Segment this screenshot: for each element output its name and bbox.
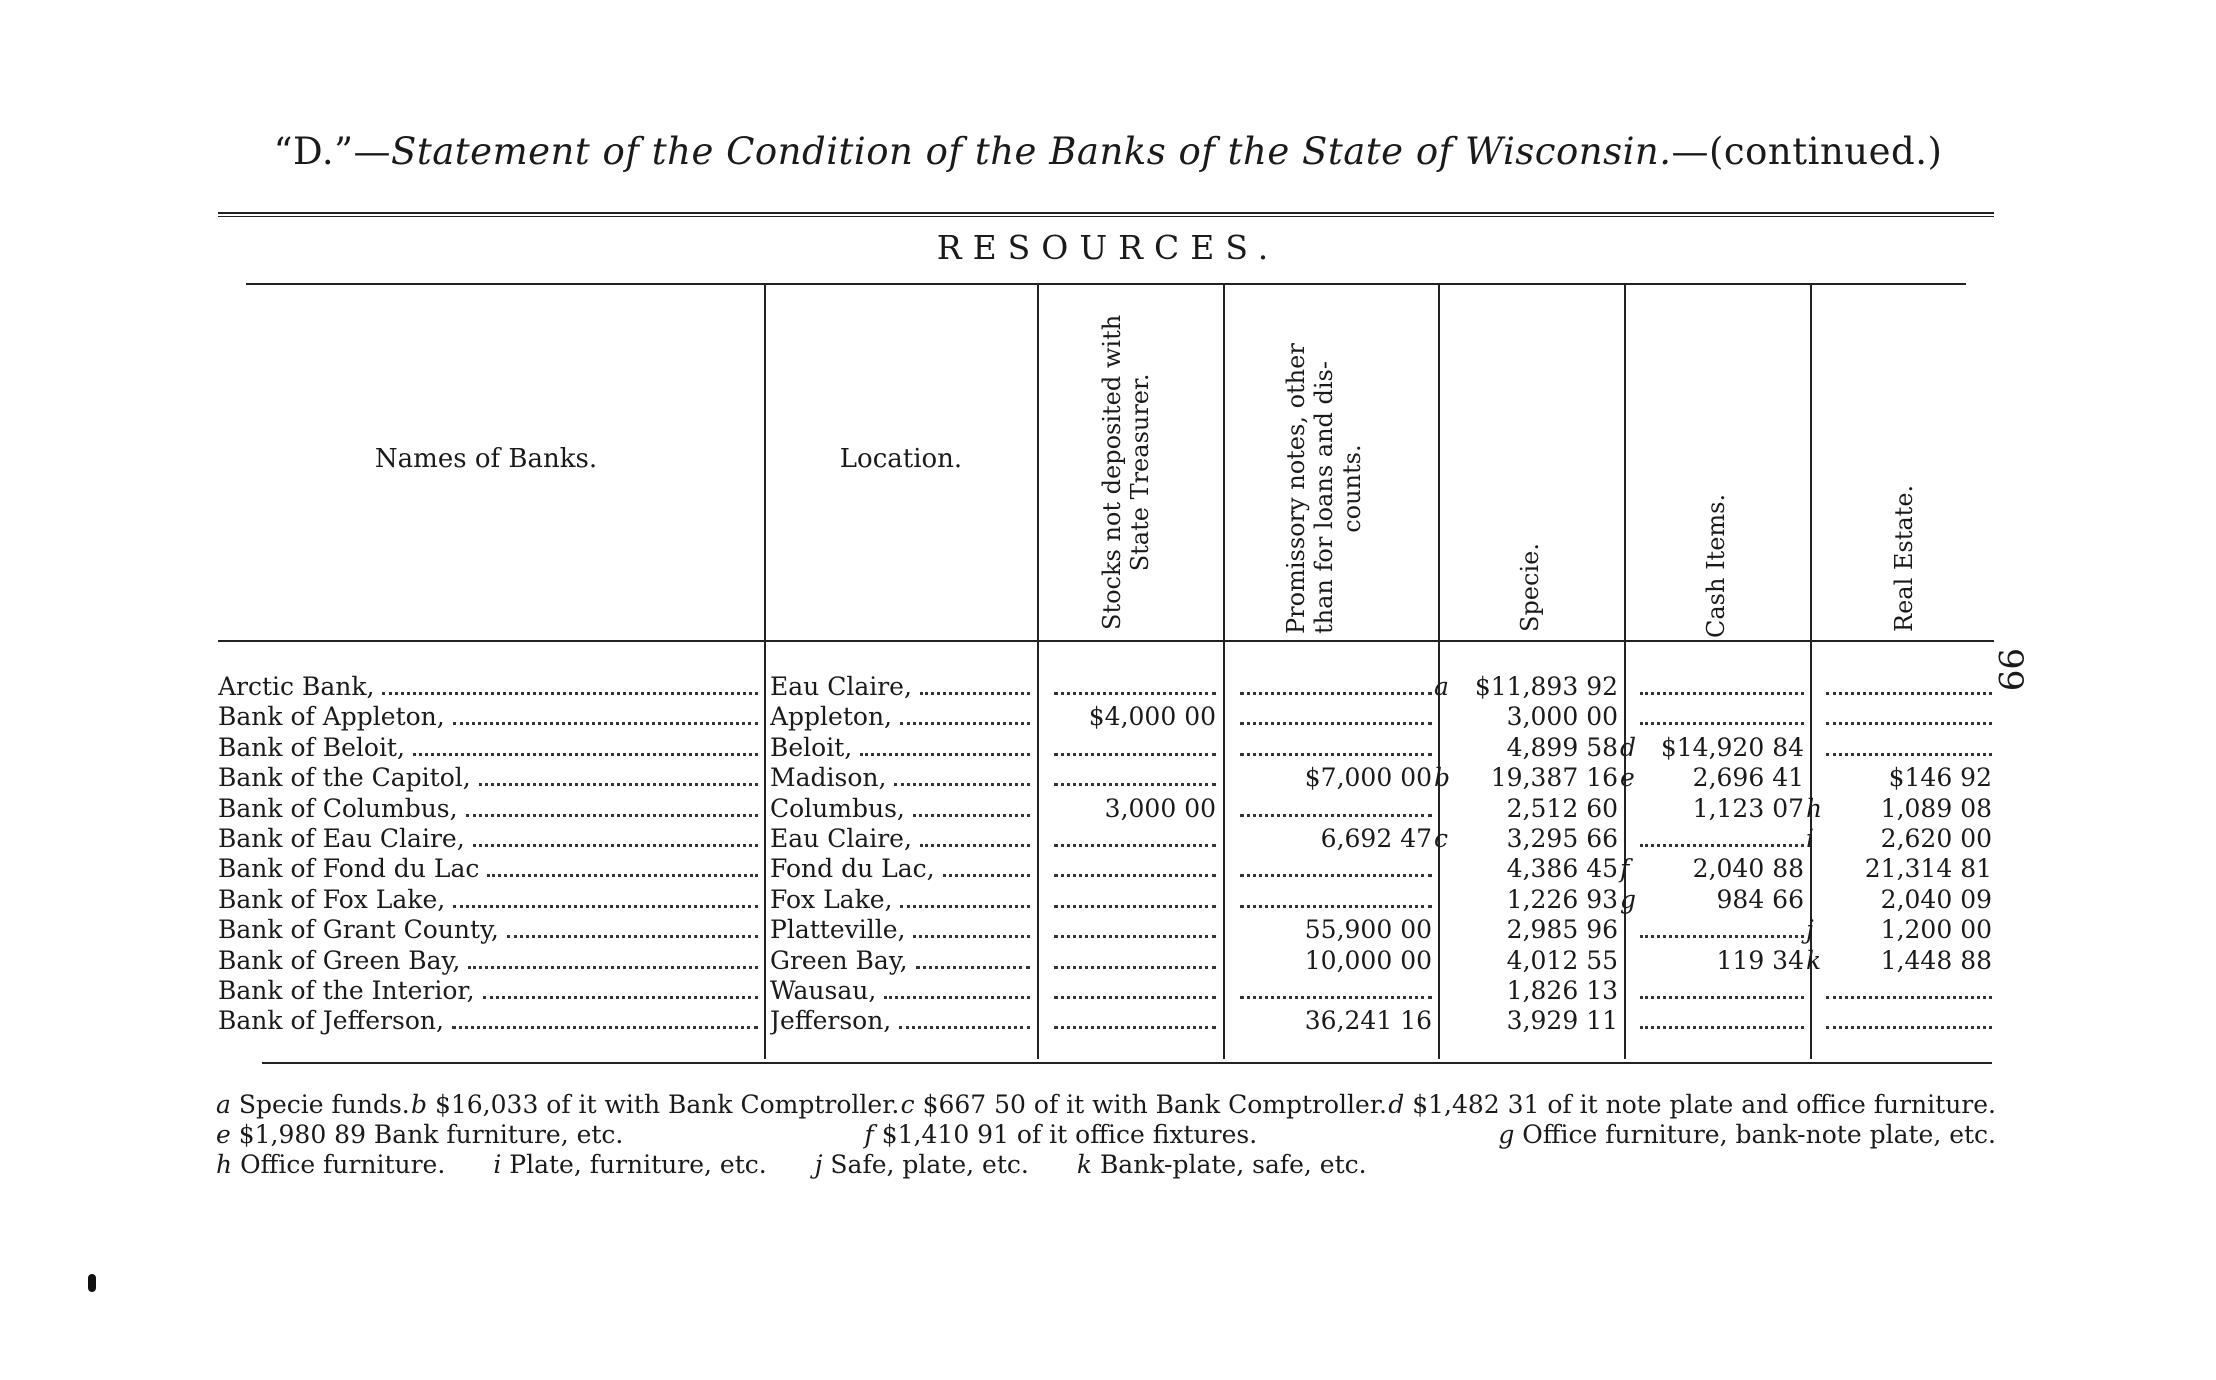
cash-value-footnote-mark: f	[1620, 854, 1630, 884]
cash-value: 1,123 07	[1692, 793, 1804, 823]
bank-name-leader	[487, 874, 758, 877]
specie-value: 4,386 45	[1506, 854, 1618, 884]
bank-location-leader	[900, 722, 1030, 725]
specie-value: 4,012 55	[1506, 945, 1618, 975]
bank-location: Eau Claire,	[770, 672, 912, 701]
bank-location-leader	[920, 692, 1030, 695]
cash-value: 984 66	[1716, 884, 1804, 914]
specie-value: 4,899 58	[1506, 732, 1618, 762]
title-suffix: —(continued.)	[1671, 130, 1943, 173]
footnote-c-text: $667 50 of it with Bank Comptroller.	[922, 1090, 1387, 1119]
table-row	[0, 824, 2216, 854]
real-estate-value: 1,200 00	[1880, 915, 1992, 945]
header-notes-line: counts.	[1338, 444, 1366, 533]
bank-name: Bank of Grant County,	[218, 915, 499, 945]
cash-value-footnote-mark: g	[1620, 884, 1637, 914]
table-row	[0, 672, 2216, 702]
bank-name: Bank of Fox Lake,	[218, 884, 446, 914]
notes-value-empty-leader	[1240, 722, 1432, 725]
footnote-b: b $16,033 of it with Bank Comptroller.	[411, 1090, 900, 1119]
footnote-j-text: Safe, plate, etc.	[830, 1150, 1029, 1179]
bank-name: Bank of the Interior,	[218, 976, 475, 1005]
bank-location-leader	[860, 753, 1030, 756]
bank-name: Bank of Jefferson,	[218, 1006, 444, 1036]
bank-location: Wausau,	[770, 976, 877, 1005]
real-estate-value: 1,448 88	[1880, 945, 1992, 975]
footnote-line-1	[216, 1090, 1996, 1120]
bank-location: Madison,	[770, 763, 887, 793]
title-prefix: “D.”—	[273, 130, 392, 173]
bank-location-leader	[913, 814, 1030, 817]
real-estate-value-footnote-mark: j	[1806, 915, 1814, 945]
title-rule	[218, 212, 1994, 214]
bank-name-leader	[507, 935, 758, 938]
header-notes	[1282, 343, 1366, 634]
bank-name-leader	[479, 783, 758, 786]
table-bottom-rule	[262, 1062, 1992, 1064]
footnote-k-text: Bank-plate, safe, etc.	[1099, 1150, 1367, 1179]
cash-value-empty-leader	[1640, 844, 1804, 847]
bank-name: Bank of Appleton,	[218, 702, 445, 732]
bank-name: Bank of Green Bay,	[218, 945, 461, 975]
notes-value-empty-leader	[1240, 692, 1432, 695]
notes-value-empty-leader	[1240, 814, 1432, 817]
notes-value: $7,000 00	[1304, 763, 1432, 793]
footnote-h-text: Office furniture.	[240, 1150, 446, 1179]
cash-value: $14,920 84	[1660, 732, 1804, 762]
footnote-g: g Office furniture, bank-note plate, etc.	[1498, 1120, 1996, 1149]
bank-location-leader	[900, 905, 1030, 908]
footnote-line-3	[216, 1150, 1996, 1180]
notes-value: 6,692 47	[1320, 824, 1432, 853]
bank-location: Platteville,	[770, 915, 906, 945]
real-estate-value-footnote-mark: k	[1806, 945, 1822, 975]
footnote-f-text: $1,410 91 of it office fixtures.	[881, 1120, 1258, 1149]
bank-name: Bank of Fond du Lac	[218, 854, 480, 884]
page-number: 99	[1990, 648, 2030, 692]
cash-value-empty-leader	[1640, 722, 1804, 725]
real-estate-value: $146 92	[1888, 763, 1992, 793]
bank-name-leader	[413, 753, 758, 756]
cash-value: 119 34	[1716, 945, 1804, 975]
bank-name: Bank of the Capitol,	[218, 763, 471, 793]
header-bottom-rule	[218, 640, 1994, 642]
cash-value-footnote-mark: d	[1620, 732, 1637, 762]
bank-name: Arctic Bank,	[218, 672, 375, 701]
bank-name-leader	[468, 966, 758, 969]
table-row	[0, 1006, 2216, 1036]
bank-name-leader	[382, 692, 758, 695]
bank-location: Columbus,	[770, 793, 905, 823]
header-stocks	[1098, 315, 1154, 630]
bank-name-leader	[453, 905, 758, 908]
footnote-a-text: Specie funds.	[238, 1090, 410, 1119]
bank-location: Fond du Lac,	[770, 854, 935, 884]
footnote-h: h Office furniture.	[216, 1150, 446, 1179]
notes-value: 55,900 00	[1304, 915, 1432, 945]
header-stocks-line: State Treasurer.	[1126, 373, 1154, 572]
header-cash: Cash Items.	[1702, 493, 1730, 638]
specie-value: 3,295 66	[1506, 824, 1618, 853]
cash-value-empty-leader	[1640, 692, 1804, 695]
bank-name: Bank of Columbus,	[218, 793, 458, 823]
real-estate-value: 2,040 09	[1880, 884, 1992, 914]
real-estate-value-empty-leader	[1826, 722, 1992, 725]
bank-location-leader	[920, 844, 1030, 847]
notes-value-empty-leader	[1240, 874, 1432, 877]
bank-name-leader	[483, 996, 758, 999]
bank-location-leader	[916, 966, 1030, 969]
cash-value: 2,696 41	[1692, 763, 1804, 793]
specie-value-footnote-mark: c	[1434, 824, 1449, 853]
header-notes-line: than for loans and dis-	[1310, 361, 1338, 634]
real-estate-value: 21,314 81	[1864, 854, 1992, 884]
table-row	[0, 794, 2216, 824]
notes-value-empty-leader	[1240, 996, 1432, 999]
stocks-value-empty-leader	[1054, 692, 1216, 695]
footnote-i: i Plate, furniture, etc.	[493, 1150, 767, 1179]
footnote-d: d $1,482 31 of it note plate and office furniture.	[1388, 1090, 1996, 1119]
header-real-estate: Real Estate.	[1890, 484, 1918, 632]
notes-value: 10,000 00	[1304, 945, 1432, 975]
real-estate-value-footnote-mark: h	[1806, 793, 1823, 823]
footnote-line-2	[216, 1120, 1996, 1150]
bank-location-leader	[884, 996, 1030, 999]
stocks-value-empty-leader	[1054, 783, 1216, 786]
footnote-e-text: $1,980 89 Bank furniture, etc.	[238, 1120, 624, 1149]
table-row	[0, 702, 2216, 732]
bank-name-leader	[473, 844, 758, 847]
table-row	[0, 946, 2216, 976]
footnotes	[216, 1090, 1996, 1180]
notes-value-empty-leader	[1240, 905, 1432, 908]
header-notes-line: Promissory notes, other	[1282, 343, 1310, 634]
specie-value-footnote-mark: b	[1434, 763, 1451, 793]
stocks-value-empty-leader	[1054, 966, 1216, 969]
notes-value-empty-leader	[1240, 753, 1432, 756]
cash-value-empty-leader	[1640, 1026, 1804, 1029]
stocks-value-empty-leader	[1054, 905, 1216, 908]
table-row	[0, 854, 2216, 884]
section-heading: RESOURCES.	[936, 228, 1280, 267]
bank-location-leader	[894, 783, 1030, 786]
specie-value: 2,512 60	[1506, 793, 1618, 823]
bank-name: Bank of Beloit,	[218, 732, 405, 762]
specie-value: 2,985 96	[1506, 915, 1618, 945]
title-italic: Statement of the Condition of the Banks of the State of Wisconsin.	[391, 130, 1672, 173]
header-location: Location.	[839, 444, 963, 474]
header-names: Names of Banks.	[374, 444, 598, 474]
bank-name-leader	[452, 1026, 758, 1029]
real-estate-value-empty-leader	[1826, 1026, 1992, 1029]
specie-value: 3,000 00	[1506, 702, 1618, 732]
table-row	[0, 733, 2216, 763]
table-row	[0, 763, 2216, 793]
footnote-b-text: $16,033 of it with Bank Comptroller.	[434, 1090, 900, 1119]
specie-value: 3,929 11	[1506, 1006, 1618, 1036]
table-row	[0, 976, 2216, 1006]
real-estate-value-empty-leader	[1826, 753, 1992, 756]
footnote-g-text: Office furniture, bank-note plate, etc.	[1522, 1120, 1996, 1149]
stocks-value: $4,000 00	[1088, 702, 1216, 732]
stocks-value-empty-leader	[1054, 935, 1216, 938]
bank-location: Jefferson,	[770, 1006, 892, 1036]
bank-location: Fox Lake,	[770, 884, 893, 914]
footnote-a: a Specie funds.	[216, 1090, 410, 1119]
footnote-c: c $667 50 of it with Bank Comptroller.	[900, 1090, 1387, 1119]
real-estate-value: 2,620 00	[1880, 824, 1992, 853]
footnote-f: f $1,410 91 of it office fixtures.	[864, 1120, 1258, 1149]
stocks-value-empty-leader	[1054, 844, 1216, 847]
header-stocks-line: Stocks not deposited with	[1098, 314, 1126, 630]
real-estate-value: 1,089 08	[1880, 793, 1992, 823]
footnote-k: k Bank-plate, safe, etc.	[1076, 1150, 1367, 1179]
header-top-rule	[246, 283, 1966, 285]
specie-value: $11,893 92	[1474, 672, 1618, 701]
specie-value-footnote-mark: a	[1434, 672, 1449, 701]
real-estate-value-empty-leader	[1826, 692, 1992, 695]
bank-name-leader	[466, 814, 758, 817]
real-estate-value-empty-leader	[1826, 996, 1992, 999]
title-rule-thin	[218, 216, 1994, 217]
bank-location: Appleton,	[770, 702, 892, 732]
footnote-d-text: $1,482 31 of it note plate and office furniture.	[1412, 1090, 1996, 1119]
stocks-value-empty-leader	[1054, 996, 1216, 999]
bank-name: Bank of Eau Claire,	[218, 824, 465, 853]
cash-value: 2,040 88	[1692, 854, 1804, 884]
header-specie: Specie.	[1516, 543, 1544, 632]
bank-location: Eau Claire,	[770, 824, 912, 853]
bank-location: Green Bay,	[770, 945, 908, 975]
ink-mark	[88, 1274, 96, 1292]
bank-location-leader	[913, 935, 1030, 938]
specie-value: 19,387 16	[1490, 763, 1618, 793]
stocks-value-empty-leader	[1054, 874, 1216, 877]
table-row	[0, 915, 2216, 945]
stocks-value-empty-leader	[1054, 1026, 1216, 1029]
specie-value: 1,226 93	[1506, 884, 1618, 914]
footnote-j: j Safe, plate, etc.	[814, 1150, 1029, 1179]
bank-location: Beloit,	[770, 732, 853, 762]
bank-location-leader	[899, 1026, 1030, 1029]
cash-value-empty-leader	[1640, 935, 1804, 938]
specie-value: 1,826 13	[1506, 976, 1618, 1005]
footnote-e: e $1,980 89 Bank furniture, etc.	[216, 1120, 624, 1149]
stocks-value: 3,000 00	[1104, 793, 1216, 823]
stocks-value-empty-leader	[1054, 753, 1216, 756]
notes-value: 36,241 16	[1304, 1006, 1432, 1036]
bank-location-leader	[943, 874, 1030, 877]
page-title	[0, 130, 2216, 173]
table-row	[0, 885, 2216, 915]
cash-value-footnote-mark: e	[1620, 763, 1635, 793]
bank-name-leader	[453, 722, 758, 725]
footnote-i-text: Plate, furniture, etc.	[509, 1150, 767, 1179]
cash-value-empty-leader	[1640, 996, 1804, 999]
real-estate-value-footnote-mark: i	[1806, 824, 1814, 853]
